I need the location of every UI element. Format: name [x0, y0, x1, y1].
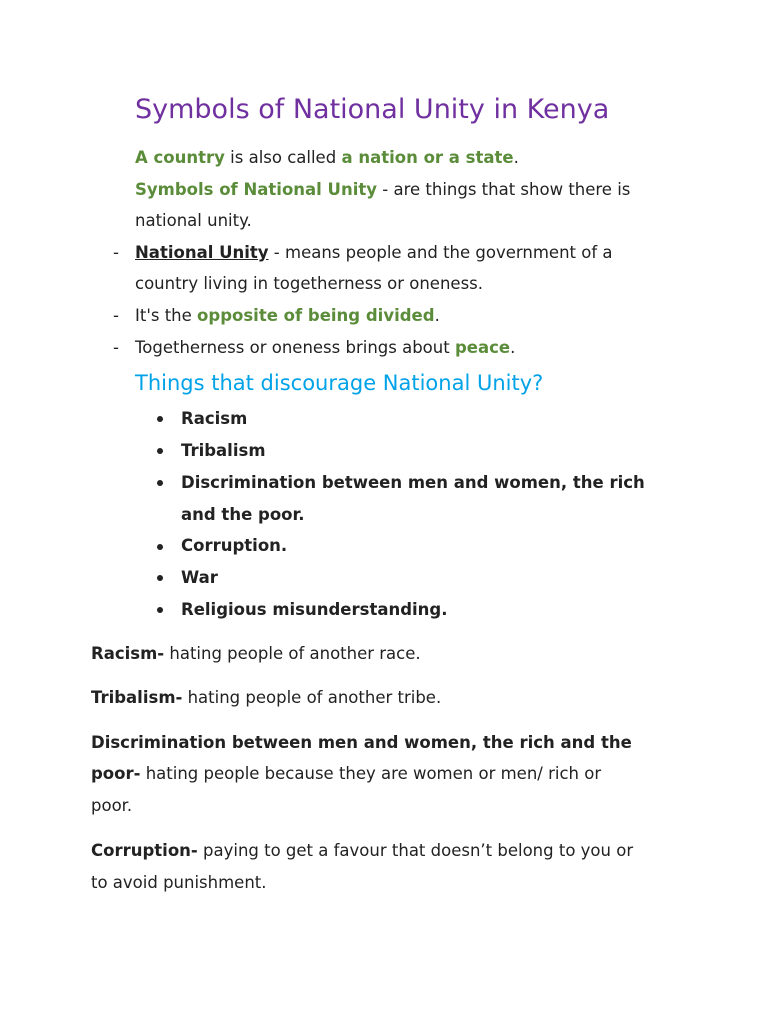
bullet-dot: [157, 607, 163, 613]
dash-item-national-unity: [135, 237, 613, 269]
bullet-item: Religious misunderstanding.: [181, 600, 448, 619]
definition-tribalism: [91, 682, 441, 714]
dash-punct: .: [510, 338, 516, 357]
dash-marker: -: [113, 243, 119, 262]
term-peace: peace: [454, 338, 511, 357]
section-heading: Things that discourage National Unity?: [135, 371, 544, 395]
intro-text: - are things that show there is: [377, 180, 631, 199]
dash-item-line2: country living in togetherness or oneness.: [135, 274, 484, 293]
definition-term: poor-: [91, 764, 141, 783]
definition-discrimination-term: Discrimination between men and women, the rich and the: [91, 733, 632, 752]
intro-punct: .: [513, 148, 519, 167]
definition-text: paying to get a favour that doesn’t belong to you or: [197, 841, 634, 860]
definition-text: hating people because they are women or men/ rich or: [140, 764, 602, 783]
definition-text: hating people of another race.: [164, 644, 421, 663]
bullet-item: Racism: [181, 409, 248, 428]
definition-racism: [91, 638, 421, 670]
definition-line: to avoid punishment.: [91, 873, 267, 892]
dash-marker: -: [113, 338, 119, 357]
definition-term: Racism-: [91, 644, 165, 663]
bullet-item: Discrimination between men and women, the rich: [181, 473, 645, 492]
bullet-dot: [157, 416, 163, 422]
intro-text: is also called: [224, 148, 342, 167]
dash-item-peace: [135, 332, 515, 364]
definition-text: hating people of another tribe.: [182, 688, 442, 707]
definition-term: Corruption-: [91, 841, 198, 860]
bullet-item: War: [181, 568, 218, 587]
bullet-item-continued: and the poor.: [181, 505, 305, 524]
dash-punct: .: [434, 306, 440, 325]
dash-marker: -: [113, 306, 119, 325]
definition-line: poor.: [91, 796, 133, 815]
intro-paragraph-2: [135, 174, 630, 206]
term-national-unity: National Unity: [135, 243, 269, 262]
bullet-item: Corruption.: [181, 536, 288, 555]
dash-text: Togetherness or oneness brings about: [135, 338, 455, 357]
term-opposite-divided: opposite of being divided: [197, 306, 435, 325]
page-title: Symbols of National Unity in Kenya: [135, 94, 610, 125]
bullet-dot: [157, 480, 163, 486]
term-symbols-national-unity: Symbols of National Unity: [135, 180, 378, 199]
bullet-dot: [157, 448, 163, 454]
definition-discrimination: [91, 758, 601, 790]
intro-paragraph-2-line2: national unity.: [135, 211, 252, 230]
bullet-dot: [157, 575, 163, 581]
dash-text: - means people and the government of a: [268, 243, 613, 262]
bullet-item: Tribalism: [181, 441, 266, 460]
term-a-country: A country: [135, 148, 225, 167]
bullet-dot: [157, 544, 163, 550]
intro-paragraph-1: [135, 142, 519, 174]
definition-term: Tribalism-: [91, 688, 183, 707]
term-nation-state: a nation or a state: [341, 148, 514, 167]
dash-item-opposite: [135, 300, 440, 332]
definition-corruption: [91, 835, 633, 867]
dash-text: It's the: [135, 306, 198, 325]
